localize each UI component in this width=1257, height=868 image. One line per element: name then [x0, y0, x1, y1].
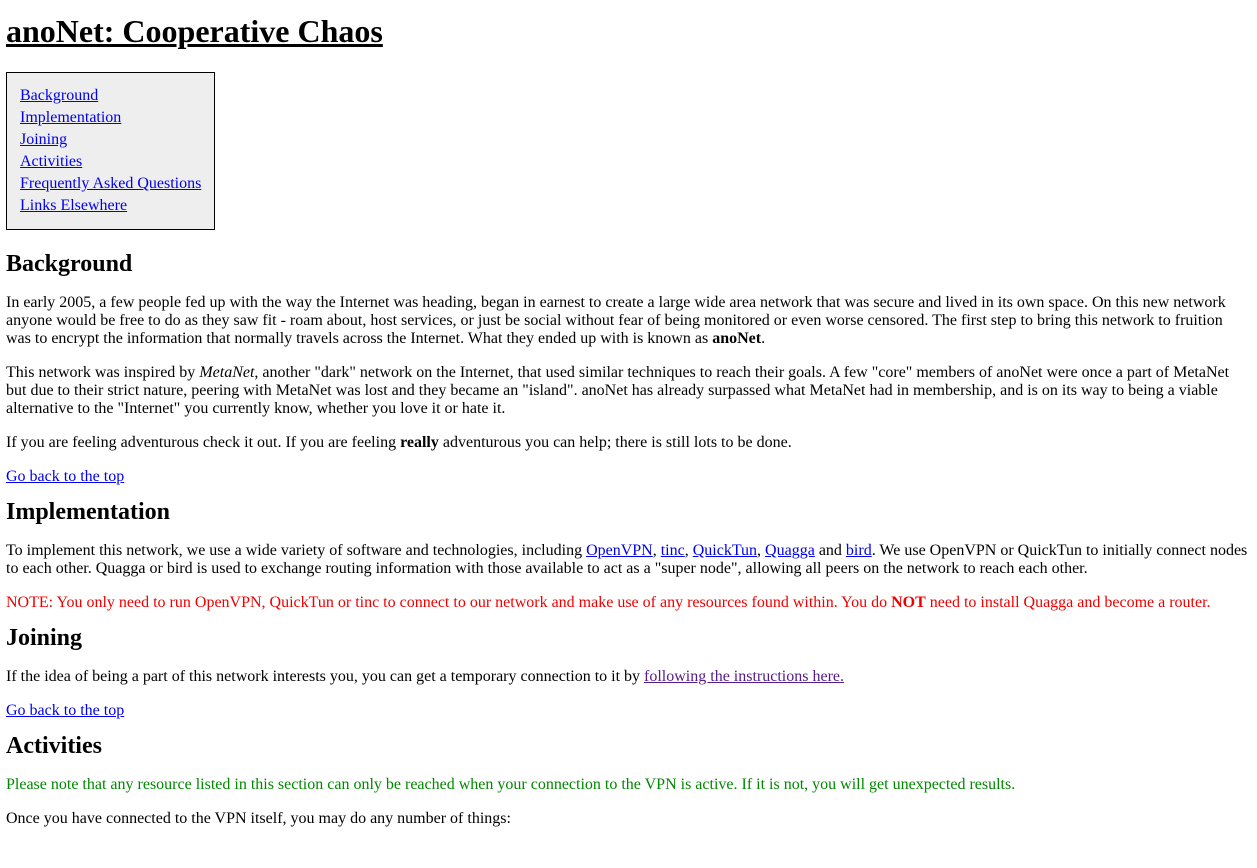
link-quicktun[interactable]: QuickTun: [692, 542, 758, 559]
implementation-note-start: NOTE: You only need to run OpenVPN, QuickTun or tinc to connect to our network and make use of any resources found within. You do: [6, 594, 892, 611]
background-p2-italic: MetaNet: [199, 364, 255, 381]
background-p1-text: In early 2005, a few people fed up with the way the Internet was heading, began in earnest to create a large wide area network that was secure and lived in its own space. On this new network anyone would be free to do as they saw fit - roam about, host services, or just be social without fear of being monitored or even worse censored. The first step to bring this network to fruition was to encrypt the information that normally travels across the Internet. What they ended up with is known as: [6, 294, 1226, 347]
implementation-p1-start: To implement this network, we use a wide variety of software and technologies, including: [6, 542, 587, 559]
page-title: anoNet: Cooperative Chaos: [6, 13, 383, 49]
section-heading-implementation: Implementation: [6, 499, 170, 525]
link-bird[interactable]: bird: [845, 542, 872, 559]
section-heading-joining: Joining: [6, 625, 83, 651]
toc-link-background[interactable]: Background: [20, 87, 99, 104]
implementation-note-bold: NOT: [891, 594, 926, 611]
separator-comma: ,: [684, 542, 693, 559]
background-p2-rest: , another "dark" network on the Internet, that used similar techniques to reach their goals. A few "core" members of anoNet were once a part of MetaNet but due to their strict nature, peering with MetaNet was lost and they became an "island". anoNet has already surpassed what MetaNet had in membership, and is on its way to being a viable alternative to the "Internet" you currently know, whether you love it or hate it.: [6, 364, 1230, 417]
joining-p1-start: If the idea of being a part of this network interests you, you can get a temporary connection to it by: [6, 668, 645, 685]
implementation-paragraph-1: [6, 542, 1251, 578]
background-paragraph-1: [6, 294, 1251, 348]
activities-paragraph-1: Once you have connected to the VPN itself, you may do any number of things:: [6, 810, 511, 827]
separator-comma: ,: [652, 542, 661, 559]
back-to-top-link[interactable]: Go back to the top: [6, 468, 125, 485]
background-p3-start: If you are feeling adventurous check it out. If you are feeling: [6, 434, 401, 451]
back-to-top-container-2: [6, 702, 1251, 720]
toc-link-implementation[interactable]: Implementation: [20, 109, 122, 126]
background-p1-end: .: [761, 330, 766, 347]
implementation-note: [6, 594, 1251, 612]
background-p3-rest: adventurous you can help; there is still lots to be done.: [438, 434, 792, 451]
section-heading-activities: Activities: [6, 733, 102, 759]
background-p2-start: This network was inspired by: [6, 364, 200, 381]
toc-link-joining[interactable]: Joining: [20, 131, 68, 148]
toc-link-activities[interactable]: Activities: [20, 153, 83, 170]
link-quagga[interactable]: Quagga: [765, 542, 815, 559]
toc-link-faq[interactable]: Frequently Asked Questions: [20, 175, 202, 192]
back-to-top-link[interactable]: Go back to the top: [6, 702, 125, 719]
toc-link-links-elsewhere[interactable]: Links Elsewhere: [20, 197, 128, 214]
joining-paragraph-1: [6, 668, 1251, 686]
background-p3-bold: really: [400, 434, 439, 451]
link-tinc[interactable]: tinc: [660, 542, 685, 559]
back-to-top-container-1: [6, 468, 1251, 486]
background-paragraph-2: [6, 364, 1251, 418]
implementation-note-rest: need to install Quagga and become a router.: [925, 594, 1211, 611]
link-joining-instructions[interactable]: following the instructions here.: [644, 668, 844, 685]
section-heading-background: Background: [6, 251, 133, 277]
background-paragraph-3: [6, 434, 1251, 452]
separator-comma: ,: [757, 542, 766, 559]
activities-note: Please note that any resource listed in this section can only be reached when your connection to the VPN is active. If it is not, you will get unexpected results.: [6, 776, 1016, 793]
link-openvpn[interactable]: OpenVPN: [586, 542, 653, 559]
background-p1-bold: anoNet: [712, 330, 762, 347]
table-of-contents: [6, 72, 215, 230]
separator-and: and: [814, 542, 846, 559]
implementation-p1-rest: . We use OpenVPN or QuickTun to initially connect nodes to each other. Quagga or bird is used to exchange routing information with those available to act as a "super node", allowing all peers on the network to reach each other.: [6, 542, 1248, 577]
